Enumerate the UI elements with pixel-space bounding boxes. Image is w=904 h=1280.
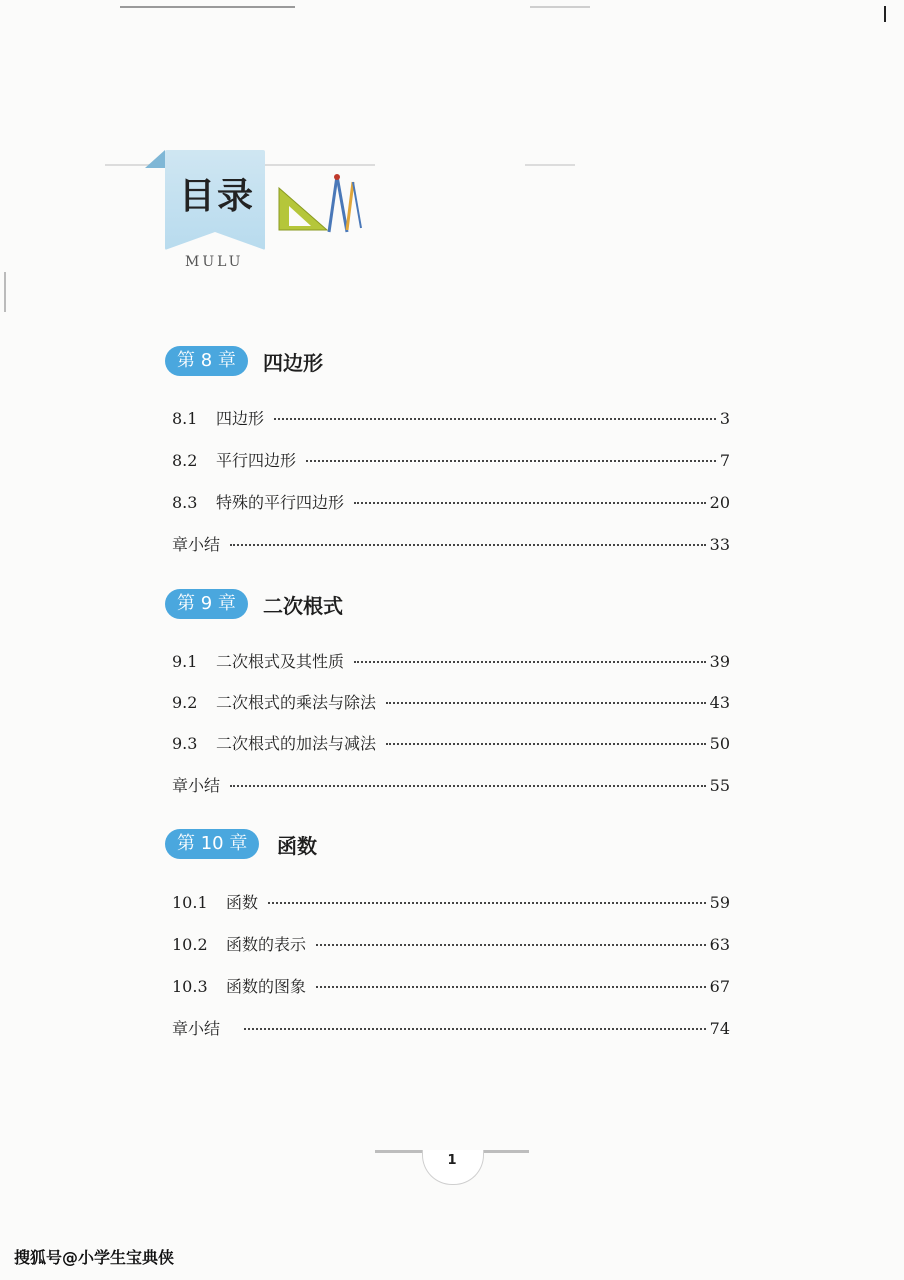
toc-entry-page: 7 (719, 451, 730, 470)
toc-entry-number: 10.2 (172, 935, 208, 954)
toc-entry-page: 59 (709, 893, 730, 912)
toc-entry-number: 8.3 (172, 493, 198, 512)
toc-entry[interactable] (172, 932, 730, 958)
toc-entry-summary[interactable] (172, 773, 730, 799)
toc-entry-title: 二次根式的加法与减法 (216, 734, 377, 753)
toc-entry-page: 3 (719, 409, 730, 428)
toc-entry[interactable] (172, 690, 730, 716)
toc-entry-page: 74 (709, 1019, 730, 1038)
toc-entry-title: 章小结 (172, 1019, 221, 1038)
chapter-badge: 第 10 章 (165, 829, 259, 859)
toc-header (145, 150, 385, 280)
toc-entry-number: 8.2 (172, 451, 198, 470)
toc-entry[interactable] (172, 890, 730, 916)
scan-edge-top (120, 6, 295, 8)
toc-entry-title: 二次根式及其性质 (216, 652, 345, 671)
toc-entry-number: 9.3 (172, 734, 198, 753)
ruler-compass-icon (275, 172, 367, 236)
dot-leader (354, 502, 706, 504)
toc-entry-page: 63 (709, 935, 730, 954)
toc-entry-title: 函数 (226, 893, 259, 912)
page-number: 1 (447, 1153, 457, 1168)
toc-entry-number: 9.2 (172, 693, 198, 712)
dot-leader (244, 1028, 706, 1030)
dot-leader (306, 460, 716, 462)
watermark: 搜狐号@小学生宝典侠 (14, 1248, 175, 1267)
chapter-title: 函数 (277, 834, 317, 858)
scan-edge-right (884, 6, 886, 22)
toc-entry-title: 平行四边形 (216, 451, 297, 470)
toc-entry[interactable] (172, 731, 730, 757)
ribbon-tail (165, 232, 265, 250)
dot-leader (268, 902, 706, 904)
toc-entry-number: 9.1 (172, 652, 198, 671)
dot-leader (230, 785, 706, 787)
toc-entry-page: 33 (709, 535, 730, 554)
toc-entry[interactable] (172, 406, 730, 432)
dot-leader (354, 661, 706, 663)
ribbon-fold (145, 150, 165, 168)
toc-entry-summary[interactable] (172, 532, 730, 558)
toc-entry-title: 章小结 (172, 776, 221, 795)
scan-edge-left (4, 272, 6, 312)
toc-entry-page: 39 (709, 652, 730, 671)
header-rule-right (525, 164, 575, 166)
toc-entry[interactable] (172, 448, 730, 474)
scan-edge-top-right (530, 6, 590, 8)
dot-leader (316, 986, 706, 988)
toc-entry-page: 67 (709, 977, 730, 996)
toc-entry[interactable] (172, 490, 730, 516)
toc-entry-number: 10.3 (172, 977, 208, 996)
page-title: 目录 (179, 176, 256, 217)
toc-entry-title: 函数的表示 (226, 935, 307, 954)
toc-entry[interactable] (172, 649, 730, 675)
page-footer (375, 1150, 535, 1190)
toc-entry-title: 二次根式的乘法与除法 (216, 693, 377, 712)
toc-entry-title: 函数的图象 (226, 977, 307, 996)
toc-entry-page: 43 (709, 693, 730, 712)
toc-entry-page: 50 (709, 734, 730, 753)
chapter-title: 四边形 (263, 351, 323, 375)
chapter-badge: 第 9 章 (165, 589, 248, 619)
page-subtitle: MULU (185, 254, 244, 270)
toc-entry[interactable] (172, 974, 730, 1000)
toc-entry-number: 8.1 (172, 409, 198, 428)
dot-leader (274, 418, 716, 420)
toc-entry-page: 55 (709, 776, 730, 795)
dot-leader (230, 544, 706, 546)
dot-leader (386, 702, 706, 704)
dot-leader (316, 944, 706, 946)
toc-entry-page: 20 (709, 493, 730, 512)
toc-entry-title: 四边形 (216, 409, 265, 428)
chapter-badge: 第 8 章 (165, 346, 248, 376)
toc-entry-title: 特殊的平行四边形 (216, 493, 345, 512)
toc-entry-summary[interactable] (172, 1016, 730, 1042)
toc-entry-title: 章小结 (172, 535, 221, 554)
toc-entry-number: 10.1 (172, 893, 208, 912)
chapter-title: 二次根式 (263, 594, 343, 618)
dot-leader (386, 743, 706, 745)
